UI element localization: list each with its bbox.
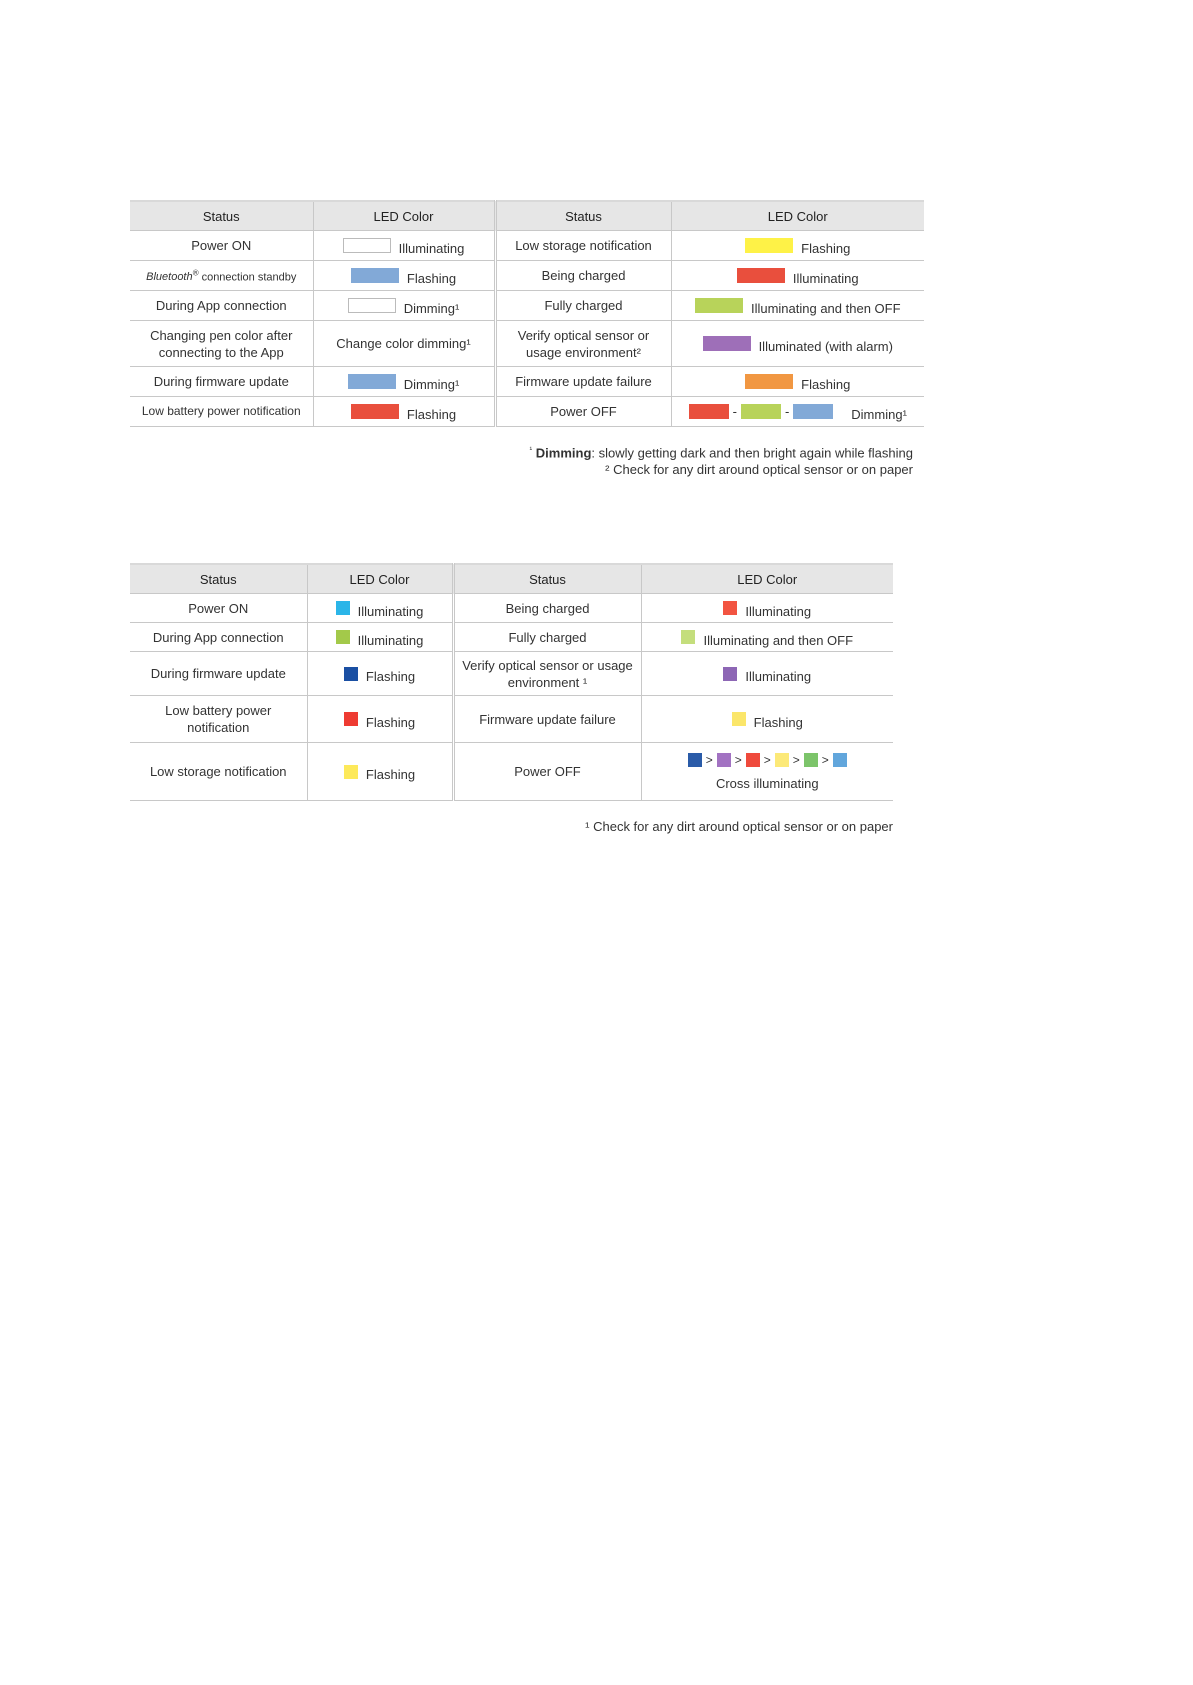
header-led-color: LED Color xyxy=(307,564,453,594)
led-text: Flashing xyxy=(406,407,457,422)
led-square xyxy=(732,712,746,726)
led-table-1 xyxy=(130,200,924,427)
status-cell: Fully charged xyxy=(453,623,641,652)
table-header-row xyxy=(130,564,893,594)
status-cell: Power OFF xyxy=(453,743,641,801)
footnote-1 xyxy=(413,441,913,461)
led-square xyxy=(723,667,737,681)
table-row xyxy=(130,291,924,321)
led-square xyxy=(717,753,731,767)
led-cell xyxy=(307,743,453,801)
led-square xyxy=(344,667,358,681)
status-cell: Power ON xyxy=(130,231,313,261)
led-text: Illuminating xyxy=(792,271,859,286)
led-swatch xyxy=(348,298,396,313)
led-cell xyxy=(671,321,924,367)
led-square xyxy=(804,753,818,767)
led-cell xyxy=(671,367,924,397)
led-swatch xyxy=(351,268,399,283)
led-swatch xyxy=(695,298,743,313)
dash-separator: - xyxy=(784,404,790,419)
led-swatch xyxy=(343,238,391,253)
footnote-mark: ¹ xyxy=(529,445,533,454)
arrow-separator: > xyxy=(734,752,742,767)
table-row xyxy=(130,261,924,291)
table-row xyxy=(130,367,924,397)
led-cell xyxy=(671,231,924,261)
led-cell xyxy=(307,696,453,743)
led-swatch xyxy=(689,404,729,419)
led-cell xyxy=(307,623,453,652)
led-cell xyxy=(671,397,924,427)
table-row xyxy=(130,594,893,623)
led-swatch xyxy=(737,268,785,283)
led-swatch xyxy=(745,238,793,253)
arrow-separator: > xyxy=(705,752,713,767)
led-cell xyxy=(313,231,495,261)
arrow-separator: > xyxy=(763,752,771,767)
status-cell: Low battery power notification xyxy=(130,696,307,743)
led-swatch xyxy=(703,336,751,351)
led-table-2 xyxy=(130,563,893,801)
led-text: Illuminating and then OFF xyxy=(750,301,901,316)
led-text: Flashing xyxy=(801,377,851,392)
led-cell xyxy=(641,743,893,801)
table-row xyxy=(130,321,924,367)
led-cell xyxy=(313,397,495,427)
led-text: Illuminating xyxy=(745,603,812,619)
led-text: Illuminating xyxy=(745,669,812,684)
status-cell: During App connection xyxy=(130,623,307,652)
status-cell: Low storage notification xyxy=(130,743,307,801)
led-swatch xyxy=(348,374,396,389)
led-square xyxy=(344,765,358,779)
status-cell: During App connection xyxy=(130,291,313,321)
table-row xyxy=(130,623,893,652)
table-header-row xyxy=(130,201,924,231)
arrow-separator: > xyxy=(792,752,800,767)
table-row xyxy=(130,652,893,696)
table-row xyxy=(130,696,893,743)
led-cell xyxy=(671,291,924,321)
header-led-color: LED Color xyxy=(671,201,924,231)
led-text: Illuminated (with alarm) xyxy=(758,339,893,354)
led-text: Flashing xyxy=(365,714,416,730)
led-text: Illuminating xyxy=(398,241,465,256)
status-cell: Power OFF xyxy=(495,397,671,427)
led-square xyxy=(688,753,702,767)
led-square xyxy=(723,601,737,615)
status-cell: Verify optical sensor or usage environment ¹ xyxy=(453,652,641,696)
led-cell xyxy=(307,652,453,696)
footnote-term: Dimming xyxy=(535,445,592,461)
led-text: Illuminating xyxy=(357,632,424,648)
table-row xyxy=(130,397,924,427)
led-square xyxy=(344,712,358,726)
header-status: Status xyxy=(453,564,641,594)
header-status: Status xyxy=(495,201,671,231)
status-cell: Fully charged xyxy=(495,291,671,321)
led-text: Change color dimming¹ xyxy=(313,321,495,367)
footnote-text: : slowly getting dark and then bright again while flashing xyxy=(591,445,913,461)
status-cell: Verify optical sensor or usage environment² xyxy=(495,321,671,367)
led-text: Cross illuminating xyxy=(715,775,819,791)
led-square xyxy=(336,630,350,644)
led-text: Flashing xyxy=(365,669,416,684)
led-cell xyxy=(313,261,495,291)
led-text: Dimming¹ xyxy=(851,407,907,422)
led-text: Flashing xyxy=(406,271,457,286)
led-swatch xyxy=(793,404,833,419)
led-text: Flashing xyxy=(801,241,851,256)
header-status: Status xyxy=(130,564,307,594)
led-swatch xyxy=(741,404,781,419)
header-led-color: LED Color xyxy=(641,564,893,594)
status-cell: During firmware update xyxy=(130,367,313,397)
status-cell: Power ON xyxy=(130,594,307,623)
status-cell: Bluetooth® connection standby xyxy=(130,261,313,291)
dash-separator: - xyxy=(732,404,737,419)
led-cell xyxy=(313,367,495,397)
led-cell xyxy=(307,594,453,623)
status-cell: Firmware update failure xyxy=(453,696,641,743)
table2-footnote: ¹ Check for any dirt around optical sensor or on paper xyxy=(585,819,893,834)
led-cell xyxy=(671,261,924,291)
status-cell: Being charged xyxy=(453,594,641,623)
status-cell: Low storage notification xyxy=(495,231,671,261)
footnote-2: ² Check for any dirt around optical sensor or on paper xyxy=(605,462,913,478)
led-cell xyxy=(641,652,893,696)
led-text: Illuminating and then OFF xyxy=(703,632,854,648)
status-cell: Firmware update failure xyxy=(495,367,671,397)
power-off-sequence xyxy=(646,752,890,769)
led-cell xyxy=(641,696,893,743)
led-text: Dimming¹ xyxy=(403,377,460,392)
arrow-separator: > xyxy=(821,752,829,767)
led-swatch xyxy=(745,374,793,389)
status-cell: During firmware update xyxy=(130,652,307,696)
led-text: Flashing xyxy=(365,767,416,782)
led-square xyxy=(336,601,350,615)
led-square xyxy=(746,753,760,767)
status-cell: Low battery power notification xyxy=(130,397,313,427)
header-led-color: LED Color xyxy=(313,201,495,231)
led-text: Dimming¹ xyxy=(403,301,460,316)
table-row xyxy=(130,743,893,801)
led-text: Illuminating xyxy=(357,603,424,619)
bluetooth-label: Bluetooth® xyxy=(146,268,199,284)
status-cell: Changing pen color after connecting to the App xyxy=(130,321,313,367)
led-cell xyxy=(313,291,495,321)
led-cell xyxy=(641,594,893,623)
led-text: Flashing xyxy=(753,714,803,730)
led-swatch xyxy=(351,404,399,419)
led-square xyxy=(681,630,695,644)
header-status: Status xyxy=(130,201,313,231)
status-cell: Being charged xyxy=(495,261,671,291)
table-row xyxy=(130,231,924,261)
led-square xyxy=(833,753,847,767)
led-square xyxy=(775,753,789,767)
table1-footnotes xyxy=(413,441,913,478)
led-cell xyxy=(641,623,893,652)
